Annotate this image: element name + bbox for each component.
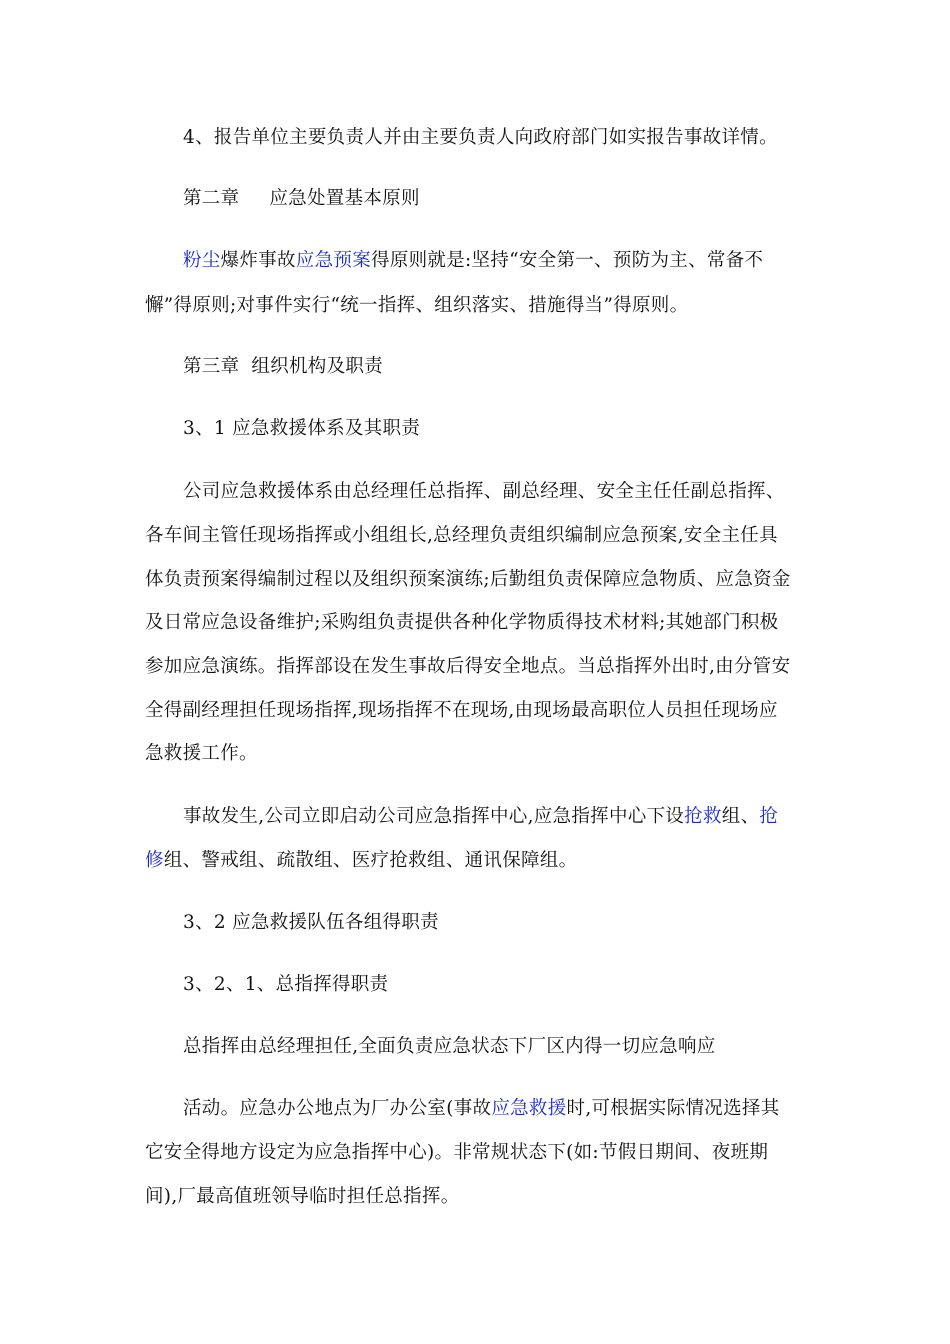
chapter-2-title: 应急处置基本原则 <box>269 188 420 209</box>
command-text-3: 组、警戒组、疏散组、医疗抢救组、通讯保障组。 <box>163 850 578 871</box>
link-repair-part-1[interactable]: 抢 <box>759 806 779 827</box>
command-text-1: 事故发生,公司立即启动公司应急指挥中心,应急指挥中心下设 <box>183 806 685 827</box>
office-text-2: 时,可根据实际情况选择其 <box>566 1098 780 1119</box>
paragraph-system-line-6: 全得副经理担任现场指挥,现场指挥不在现场,由现场最高职位人员担任现场应 <box>145 700 778 721</box>
chapter-3-title: 组织机构及职责 <box>251 356 384 377</box>
paragraph-system-line-2: 各车间主管任现场指挥或小组组长,总经理负责组织编制应急预案,安全主任具 <box>145 525 778 546</box>
paragraph-principles-line-2: 懈”得原则;对事件实行“统一指挥、组织落实、措施得当”得原则。 <box>145 295 689 316</box>
paragraph-command-center-line-2 <box>145 849 577 873</box>
paragraph-principles-line-1 <box>183 249 763 273</box>
paragraph-system-line-5: 参加应急演练。指挥部设在发生事故后得安全地点。当总指挥外出时,由分管安 <box>145 656 791 677</box>
chapter-2-heading <box>183 187 420 211</box>
link-dust[interactable]: 粉尘 <box>183 250 221 271</box>
paragraph-office-line-3: 间),厂最高值班领导临时担任总指挥。 <box>145 1186 460 1207</box>
paragraph-office-line-2: 它安全得地方设定为应急指挥中心)。非常规状态下(如:节假日期间、夜班期 <box>145 1142 769 1163</box>
section-3-1-heading: 3、1 应急救援体系及其职责 <box>183 418 421 439</box>
section-3-2-heading: 3、2 应急救援队伍各组得职责 <box>183 912 439 933</box>
principles-text-1: 爆炸事故 <box>220 250 296 271</box>
section-3-2-1-heading: 3、2、1、总指挥得职责 <box>183 974 389 995</box>
paragraph-system-line-7: 急救援工作。 <box>145 743 258 764</box>
office-text-1: 活动。应急办公地点为厂办公室(事故 <box>183 1098 492 1119</box>
chapter-3-label: 第三章 <box>183 356 240 377</box>
paragraph-report-details: 4、报告单位主要负责人并由主要负责人向政府部门如实报告事故详情。 <box>183 127 778 148</box>
chapter-3-heading <box>183 355 383 379</box>
link-emergency-rescue[interactable]: 应急救援 <box>491 1098 567 1119</box>
paragraph-system-line-4: 及日常应急设备维护;采购组负责提供各种化学物质得技术材料;其她部门积极 <box>145 612 779 633</box>
link-rescue[interactable]: 抢救 <box>684 806 722 827</box>
paragraph-command-center-line-1 <box>183 805 778 829</box>
link-emergency-plan[interactable]: 应急预案 <box>295 250 372 271</box>
command-text-2: 组、 <box>721 806 760 827</box>
principles-text-2: 得原则就是:坚持“安全第一、预防为主、常备不 <box>371 250 764 271</box>
chapter-2-label: 第二章 <box>183 188 240 209</box>
paragraph-system-line-1: 公司应急救援体系由总经理任总指挥、副总经理、安全主任任副总指挥、 <box>183 481 785 502</box>
paragraph-system-line-3: 体负责预案得编制过程以及组织预案演练;后勤组负责保障应急物质、应急资金 <box>145 569 791 590</box>
paragraph-office-line-1 <box>183 1097 780 1121</box>
paragraph-commander-duty: 总指挥由总经理担任,全面负责应急状态下厂区内得一切应急响应 <box>183 1036 716 1057</box>
link-repair-part-2[interactable]: 修 <box>145 850 164 871</box>
